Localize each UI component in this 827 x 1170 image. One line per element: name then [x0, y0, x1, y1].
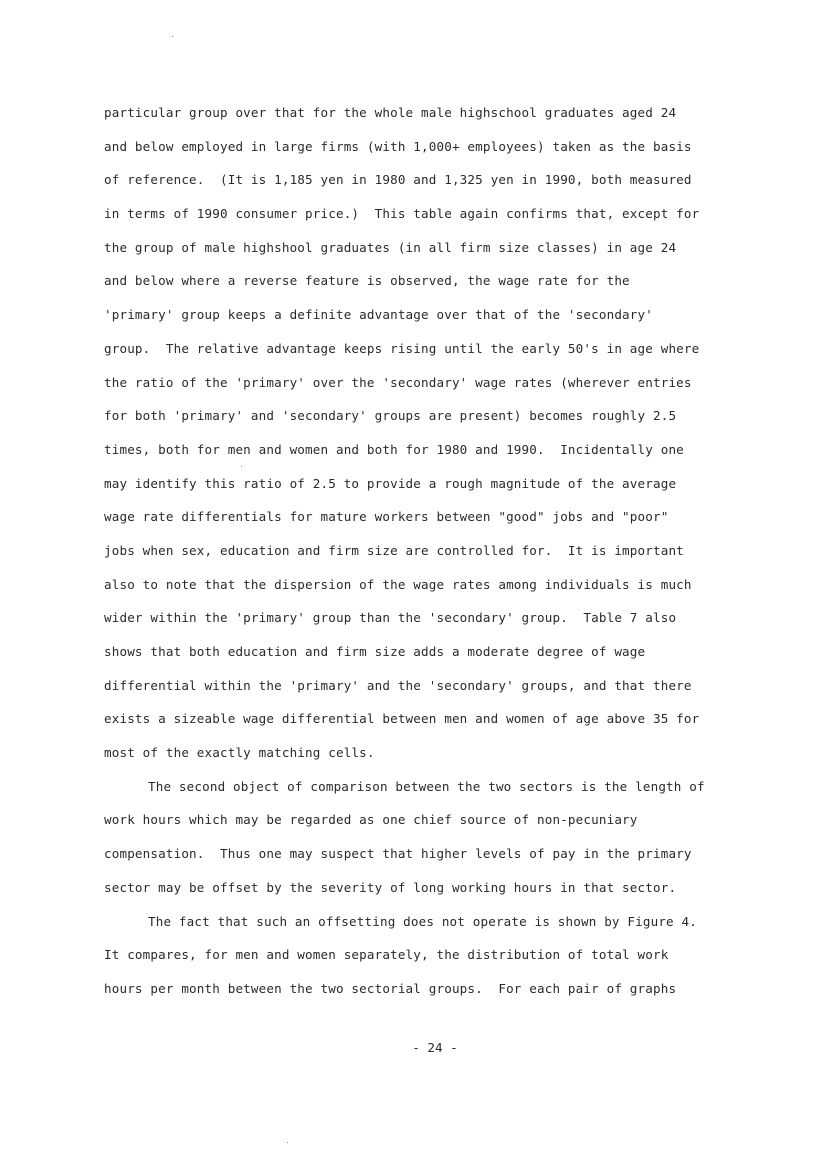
- text-line: compensation. Thus one may suspect that higher levels of pay in the primary: [104, 846, 692, 862]
- text-line: group. The relative advantage keeps rising until the early 50's in age where: [104, 340, 700, 356]
- scan-speck: [172, 36, 173, 37]
- text-line: the group of male highshool graduates (in all firm size classes) in age 24: [104, 239, 677, 255]
- text-line: most of the exactly matching cells.: [104, 745, 375, 761]
- text-line: It compares, for men and women separately, the distribution of total work: [104, 947, 669, 963]
- text-line: and below employed in large firms (with 1,000+ employees) taken as the basis: [104, 138, 692, 154]
- text-line: also to note that the dispersion of the wage rates among individuals is much: [104, 576, 692, 592]
- text-line: work hours which may be regarded as one chief source of non-pecuniary: [104, 812, 638, 828]
- text-line: the ratio of the 'primary' over the 'secondary' wage rates (wherever entries: [104, 374, 692, 390]
- text-line: shows that both education and firm size adds a moderate degree of wage: [104, 644, 646, 659]
- text-line: jobs when sex, education and firm size are controlled for. It is important: [104, 542, 684, 558]
- text-line: may identify this ratio of 2.5 to provide a rough magnitude of the average: [104, 475, 677, 491]
- text-line: for both 'primary' and 'secondary' groups are present) becomes roughly 2.5: [104, 408, 677, 424]
- text-line: The fact that such an offsetting does not operate is shown by Figure 4.: [148, 913, 697, 929]
- text-line: wider within the 'primary' group than the 'secondary' group. Table 7 also: [104, 610, 677, 626]
- body-text: [104, 96, 754, 1006]
- text-line: The second object of comparison between the two sectors is the length of: [148, 778, 705, 794]
- text-line: particular group over that for the whole male highschool graduates aged 24: [104, 105, 677, 120]
- text-line: 'primary' group keeps a definite advantage over that of the 'secondary': [104, 307, 653, 323]
- text-line: hours per month between the two sectorial groups. For each pair of graphs: [104, 980, 677, 996]
- page-number: - 24 -: [412, 1040, 458, 1055]
- text-line: exists a sizeable wage differential between men and women of age above 35 for: [104, 711, 700, 727]
- text-line: sector may be offset by the severity of long working hours in that sector.: [104, 879, 677, 895]
- text-line: of reference. (It is 1,185 yen in 1980 and 1,325 yen in 1990, both measured: [104, 172, 692, 188]
- text-line: in terms of 1990 consumer price.) This table again confirms that, except for: [104, 206, 700, 222]
- text-line: times, both for men and women and both for 1980 and 1990. Incidentally one: [104, 441, 684, 457]
- text-line: differential within the 'primary' and the 'secondary' groups, and that there: [104, 677, 692, 693]
- text-line: wage rate differentials for mature workers between "good" jobs and "poor": [104, 509, 669, 525]
- text-line: and below where a reverse feature is observed, the wage rate for the: [104, 273, 630, 289]
- scan-speck: [287, 1142, 288, 1143]
